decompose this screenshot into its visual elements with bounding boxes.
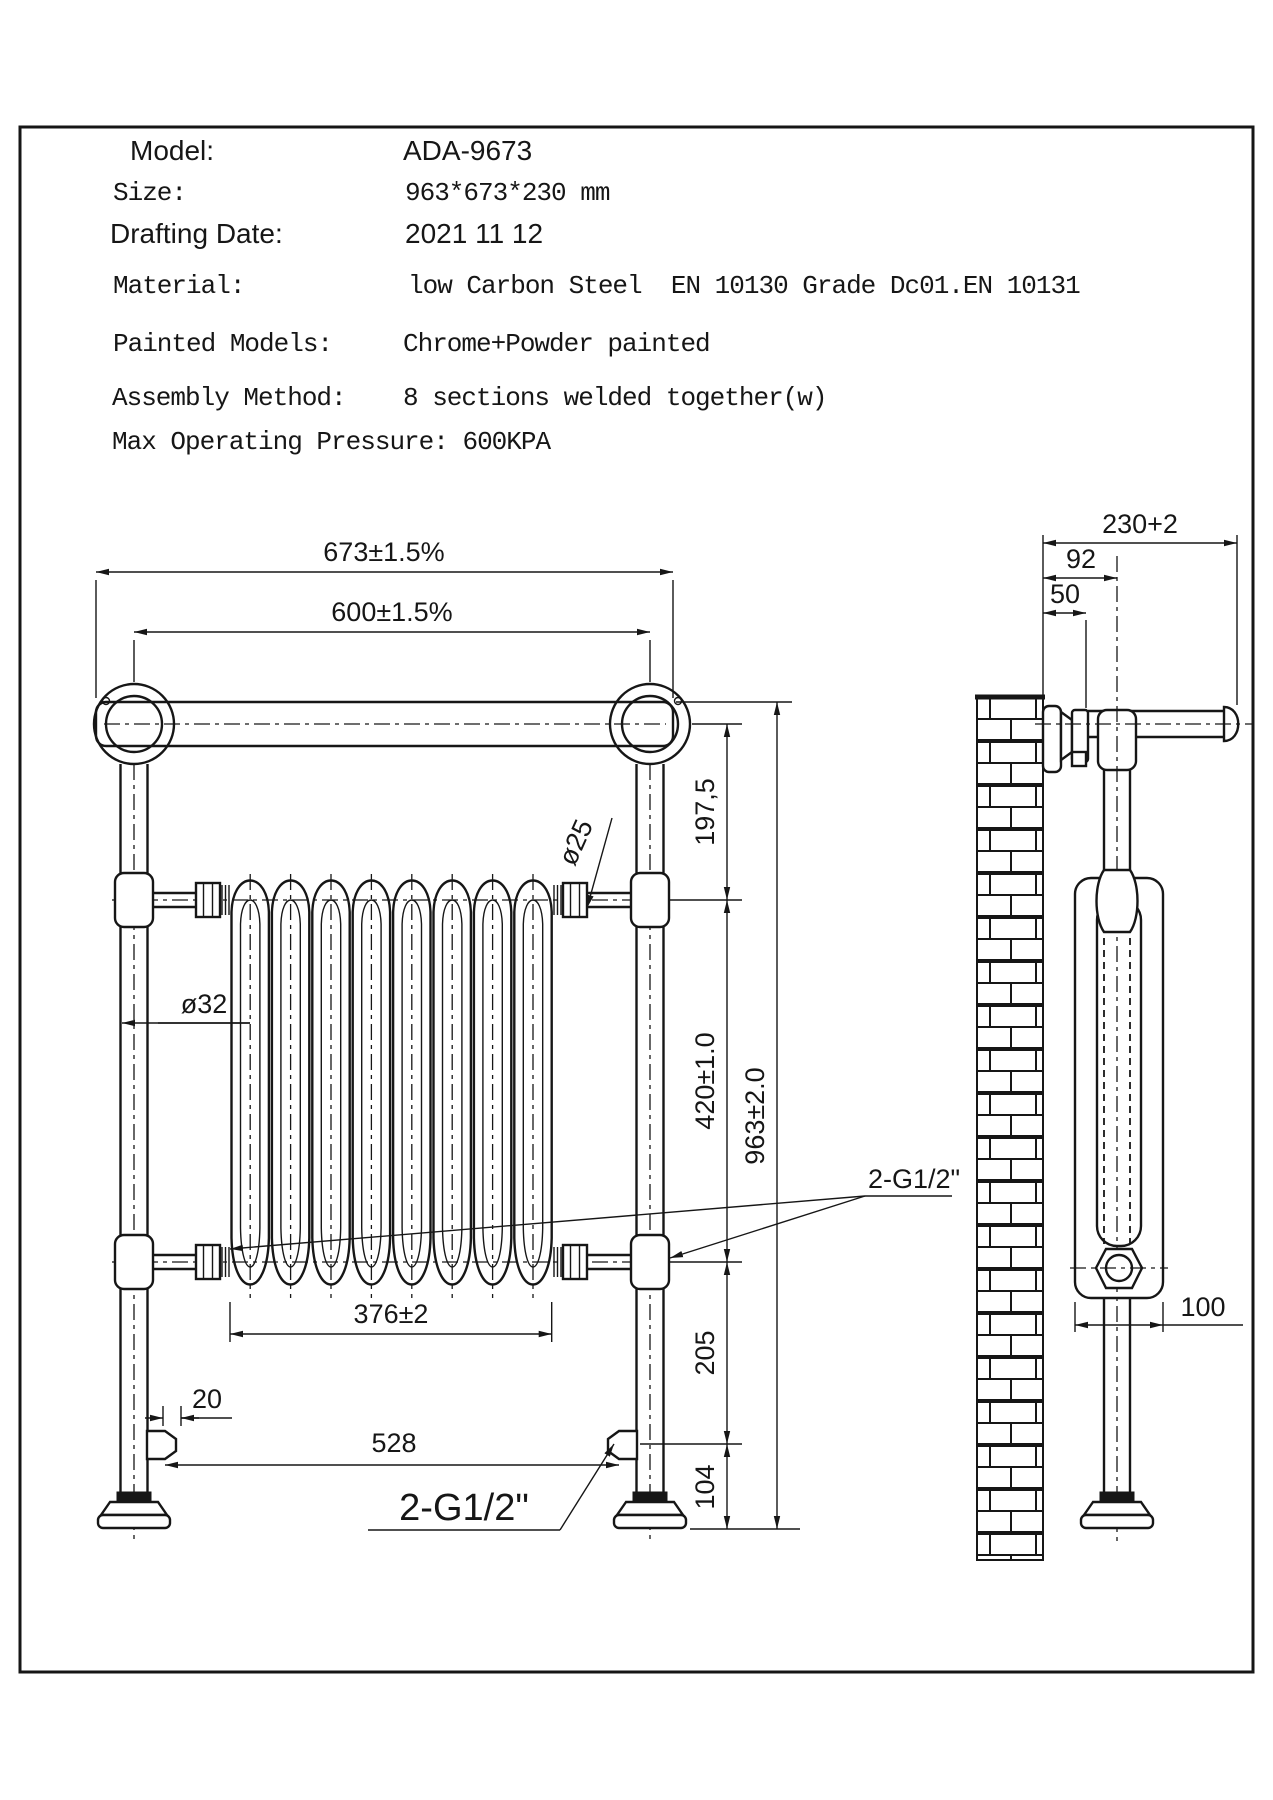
front-view: [94, 537, 960, 1542]
wall-section: [977, 697, 1043, 1560]
wall-bracket: [1043, 706, 1088, 772]
material-value: low Carbon Steel EN 10130 Grade Dc01.EN 10131: [408, 271, 1080, 301]
title-row-label: Drafting Date:: [110, 218, 283, 249]
title-row-label: Size:: [113, 178, 187, 208]
side-foot: [1081, 1492, 1153, 1528]
title-row-label: Painted Models:: [113, 329, 333, 359]
model-value: ADA-9673: [403, 135, 533, 166]
right-valve-fitting: [608, 1431, 637, 1459]
dim-valve-offset: 20: [191, 1384, 223, 1414]
dim-pipe-to-valve: 205: [690, 1330, 720, 1376]
dim-rail-to-pipe: 197,5: [690, 778, 720, 846]
right-foot: [614, 1492, 686, 1528]
radiator-sections: [232, 874, 552, 1298]
dim-radiator-width: 376±2: [353, 1299, 429, 1329]
dim-overall-width: 673±1.5%: [323, 537, 445, 567]
dim-rail-centers: 600±1.5%: [331, 597, 453, 627]
label-bottom-connections: 2-G1/2": [399, 1487, 529, 1529]
dim-post-diameter: ø32: [180, 989, 228, 1019]
dim-wall-to-fixing: 50: [1049, 579, 1081, 609]
dim-valve-spacing: 528: [371, 1428, 417, 1458]
side-view: [975, 509, 1252, 1560]
assembly-method-value: 8 sections welded together(w): [403, 383, 827, 413]
dim-pipe-spacing: 420±1.0: [690, 1032, 720, 1130]
radiator-side: [1070, 870, 1168, 1298]
size-value: 963*673*230 mm: [405, 178, 610, 208]
drafting-date-value: 2021 11 12: [405, 218, 544, 249]
left-valve-fitting: [147, 1431, 176, 1459]
dim-wall-to-post: 92: [1065, 544, 1097, 574]
side-dimensions: [1043, 509, 1243, 1332]
dim-pipe-diameter: ø25: [552, 814, 599, 870]
front-dimensions: [96, 537, 960, 1530]
title-row-label: Assembly Method:: [112, 383, 346, 413]
dim-overall-height: 963±2.0: [740, 1067, 770, 1165]
title-row-label: Model:: [130, 135, 215, 166]
dim-radiator-depth: 100: [1180, 1292, 1226, 1322]
label-connections: 2-G1/2": [868, 1164, 961, 1194]
dim-valve-to-floor: 104: [690, 1464, 720, 1510]
left-foot: [98, 1492, 170, 1528]
painted-models-value: Chrome+Powder painted: [403, 329, 710, 359]
max-pressure-line: Max Operating Pressure: 600KPA: [112, 427, 551, 457]
title-row-label: Material:: [113, 271, 245, 301]
dim-depth: 230+2: [1102, 509, 1178, 539]
